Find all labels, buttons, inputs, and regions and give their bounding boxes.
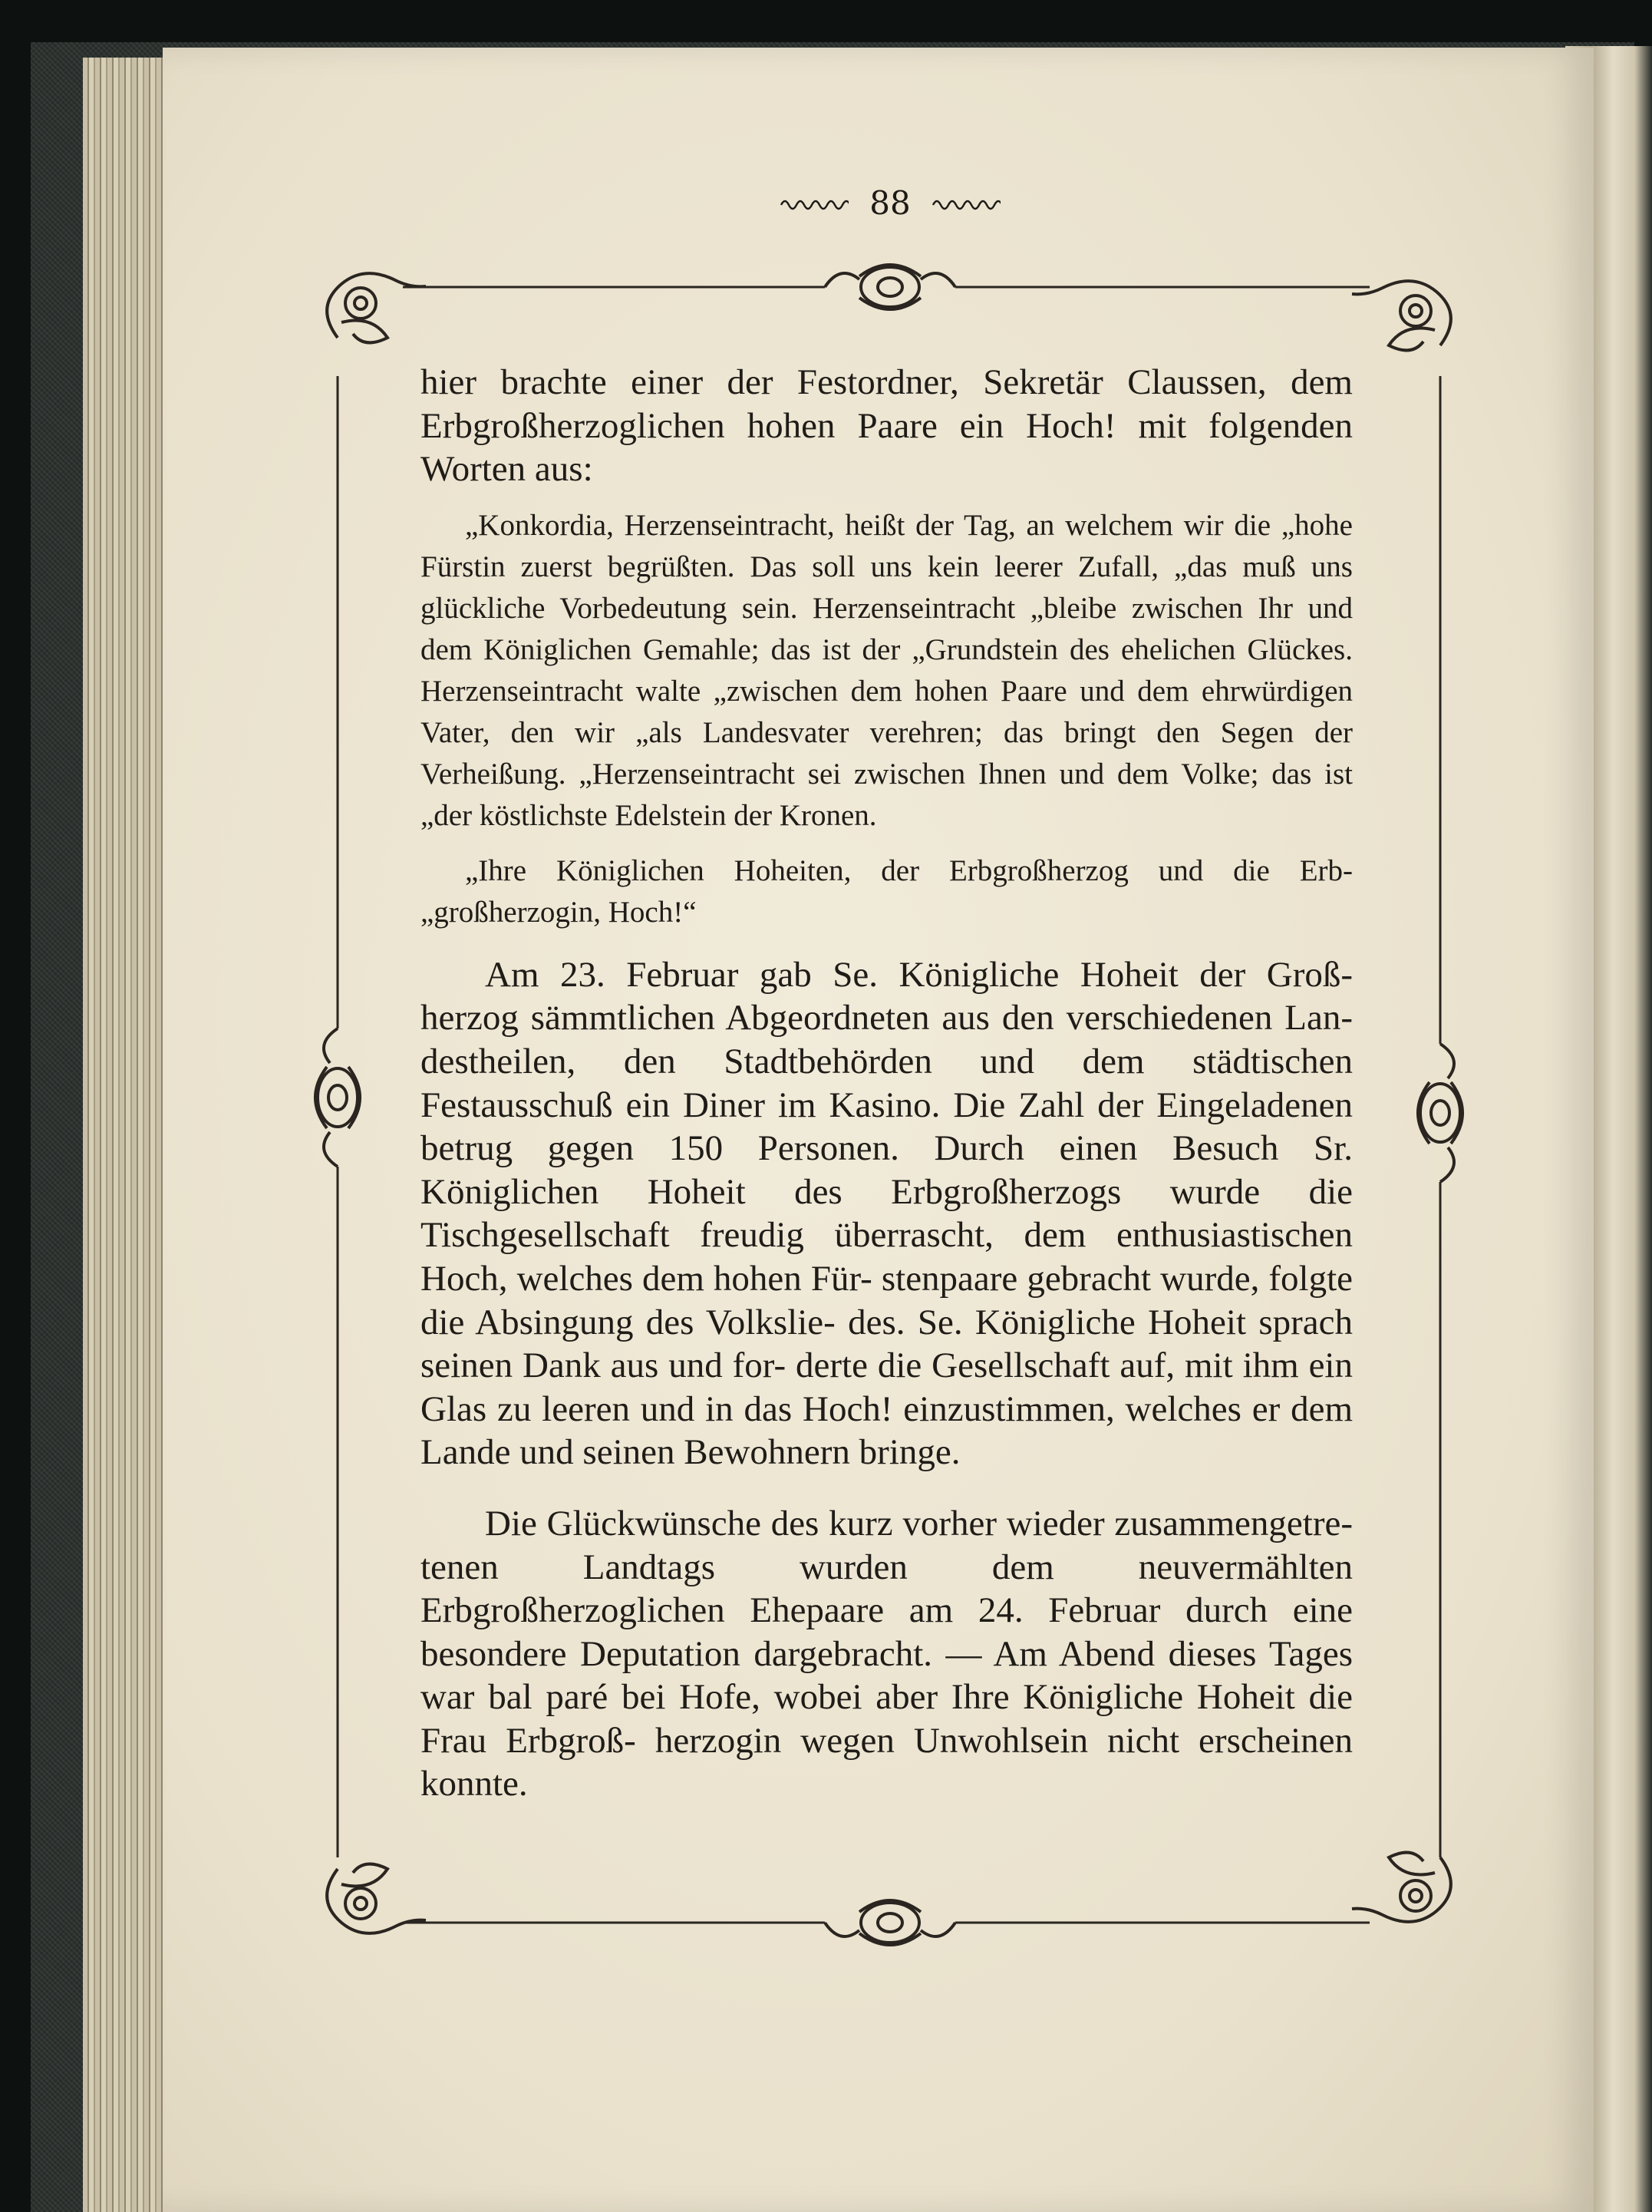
left-wave-ornament: [780, 194, 849, 213]
page-body: [420, 361, 1353, 1806]
paragraph-dinner: Am 23. Februar gab Se. Königliche Hoheit der Groß- herzog sämmtlichen Abgeordneten aus den verschiedenen Lan- destheilen, den Stadtbehörden und dem städtischen Festausschuß ein Diner im Kasino. Die Zahl der Eingeladenen betrug gegen 150 Personen. Durch einen Besuch Sr. Königlichen Hoheit des Erbgroßherzogs wurde die Tischgesellschaft freudig überrascht, dem enthusiastischen Hoch, welches dem hohen Für- stenpaare gebracht wurde, folgte die Absingung des Volkslie- des. Se. Königliche Hoheit sprach seinen Dank aus und for- derte die Gesellschaft auf, mit ihm ein Glas zu leeren und in das Hoch! einzustimmen, welches er dem Lande und seinen Bewohnern bringe.: [420, 954, 1353, 1473]
page-header: [752, 178, 1028, 224]
speech-closing: „Ihre Königlichen Hoheiten, der Erbgroßherzog und die Erb- „großherzogin, Hoch!“: [420, 853, 1353, 929]
paragraph-landtag: Die Glückwünsche des kurz vorher wieder zusammengetre- tenen Landtags wurden dem neuvermählten Erbgroßherzoglichen Ehepaare am 24. Februar durch eine besondere Deputation dargebracht. — Am Abend dieses Tages war bal paré bei Hofe, wobei aber Ihre Königliche Hoheit die Frau Erbgroß- herzogin wegen Unwohlsein nicht erscheinen konnte.: [420, 1503, 1353, 1804]
page-number: 88: [869, 184, 911, 222]
page-edges: [83, 58, 167, 2212]
speech-quote: „Konkordia, Herzenseintracht, heißt der Tag, an welchem wir die „hohe Fürstin zuerst begrüßten. Das soll uns kein leerer Zufall, „das muß uns glückliche Vorbedeutung sein. Herzenseintracht „bleibe zwischen Ihr und dem Königlichen Gemahle; das ist der „Grundstein des ehelichen Glückes. Herzenseintracht walte „zwischen dem hohen Paare und dem ehrwürdigen Vater, den wir „als Landesvater verehren; das bringt den Segen der Verheißung. „Herzenseintracht sei zwischen Ihnen und dem Volke; das ist „der köstlichste Edelstein der Kronen.: [420, 508, 1353, 832]
right-wave-ornament: [932, 194, 1001, 213]
paragraph-intro: hier brachte einer der Festordner, Sekretär Claussen, dem Erbgroßherzoglichen hohen Paare ein Hoch! mit folgenden Worten aus:: [420, 362, 1353, 490]
